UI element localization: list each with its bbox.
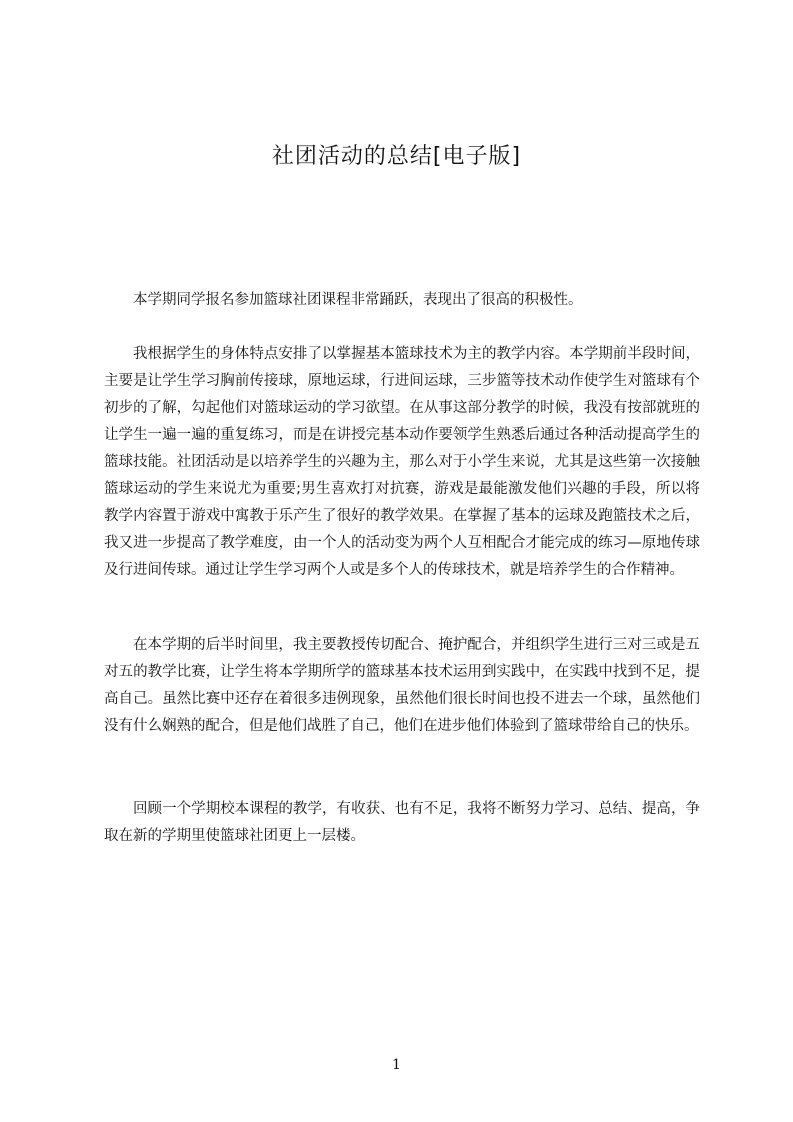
paragraph-intro: 本学期同学报名参加篮球社团课程非常踊跃，表现出了很高的积极性。 <box>133 292 583 308</box>
page-number: 1 <box>392 1057 401 1073</box>
paragraph-first-half: 我根据学生的身体特点安排了以掌握基本篮球技术为主的教学内容。本学期前半段时间，主要是让学生学习胸前传接球，原地运球，行进间运球，三步篮等技术动作使学生对篮球有个初步的了解，勾起他们对篮球运动的学习欲望。在从事这部分教学的时候，我没有按部就班的让学生一遍一遍的重复练习，而是在讲授完基本动作要领学生熟悉后通过各种活动提高学生的篮球技能。社团活动是以培养学生的兴趣为主，那么对于小学生来说，尤其是这些第一次接触篮球运动的学生来说尤为重要;男生喜欢打对抗赛，游戏是最能激发他们兴趣的手段，所以将教学内容置于游戏中寓教于乐产生了很好的教学效果。在掌握了基本的运球及跑篮技术之后，我又进一步提高了教学难度，由一个人的活动变为两个人互相配合才能完成的练习—原地传球及行进间传球。通过让学生学习两个人或是多个人的传球技术，就是培养学生的合作精神。 <box>104 346 700 578</box>
paragraph-conclusion: 回顾一个学期校本课程的教学，有收获、也有不足，我将不断努力学习、总结、提高，争取在新的学期里使篮球社团更上一层楼。 <box>104 801 700 844</box>
paragraph-second-half: 在本学期的后半时间里，我主要教授传切配合、掩护配合，并组织学生进行三对三或是五对五的教学比赛，让学生将本学期所学的篮球基本技术运用到实践中，在实践中找到不足，提高自己。虽然比赛中还存在着很多违例现象，虽然他们很长时间也投不进去一个球，虽然他们没有什么娴熟的配合，但是他们战胜了自己，他们在进步他们体验到了篮球带给自己的快乐。 <box>104 637 700 734</box>
document-title: 社团活动的总结[电子版] <box>271 144 522 169</box>
